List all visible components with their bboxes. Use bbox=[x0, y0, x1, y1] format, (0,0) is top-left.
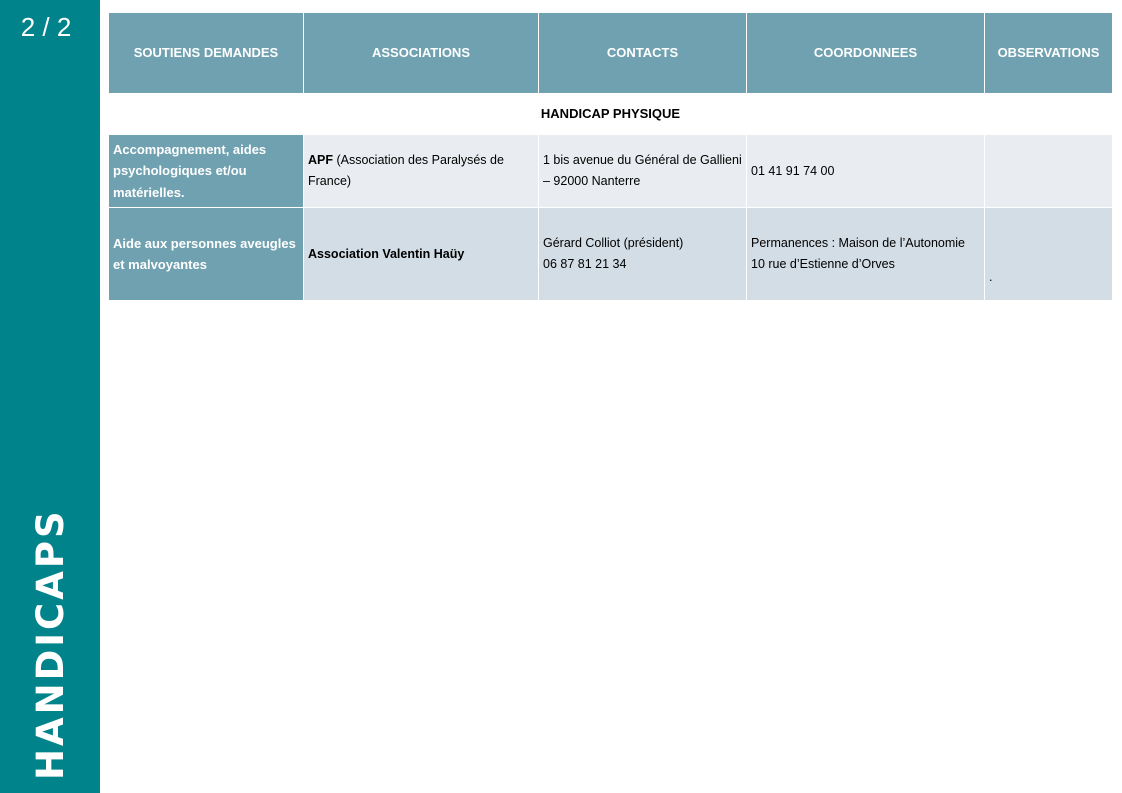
column-header-coordonnees: COORDONNEES bbox=[747, 13, 985, 94]
contact-cell bbox=[539, 208, 747, 301]
sidebar bbox=[0, 0, 100, 793]
coordinates-place: Permanences : Maison de l’Autonomie bbox=[751, 236, 966, 251]
section-title-vertical: HANDICAPS bbox=[29, 508, 72, 780]
contact-name: Gérard Colliot (président) bbox=[543, 236, 684, 251]
coordinates-cell: 01 41 91 74 00 bbox=[747, 135, 985, 208]
association-cell bbox=[304, 135, 539, 208]
column-header-soutiens: SOUTIENS DEMANDES bbox=[109, 13, 304, 94]
support-cell: Aide aux personnes aveugles et malvoyantes bbox=[109, 208, 304, 301]
coordinates-cell bbox=[747, 208, 985, 301]
associations-table bbox=[108, 12, 1113, 301]
association-detail: (Association des Paralysés de France) bbox=[308, 153, 504, 188]
association-name: Association Valentin Haüy bbox=[308, 246, 465, 261]
section-title: HANDICAP PHYSIQUE bbox=[109, 94, 1113, 135]
table-row bbox=[109, 135, 1113, 208]
table-row bbox=[109, 208, 1113, 301]
observations-cell bbox=[985, 135, 1113, 208]
column-header-observations: OBSERVATIONS bbox=[985, 13, 1113, 94]
contact-cell: 1 bis avenue du Général de Gallieni – 92000 Nanterre bbox=[539, 135, 747, 208]
observations-cell: . bbox=[985, 208, 1113, 301]
association-name: APF bbox=[308, 153, 333, 168]
column-header-associations: ASSOCIATIONS bbox=[304, 13, 539, 94]
coordinates-address: 10 rue d’Estienne d’Orves bbox=[751, 257, 895, 271]
page-number: 2 / 2 bbox=[20, 12, 72, 42]
column-header-contacts: CONTACTS bbox=[539, 13, 747, 94]
table-header-row bbox=[109, 13, 1113, 94]
association-cell bbox=[304, 208, 539, 301]
section-row bbox=[109, 94, 1113, 135]
support-cell: Accompagnement, aides psychologiques et/ou matérielles. bbox=[109, 135, 304, 208]
contact-phone: 06 87 81 21 34 bbox=[543, 257, 627, 271]
